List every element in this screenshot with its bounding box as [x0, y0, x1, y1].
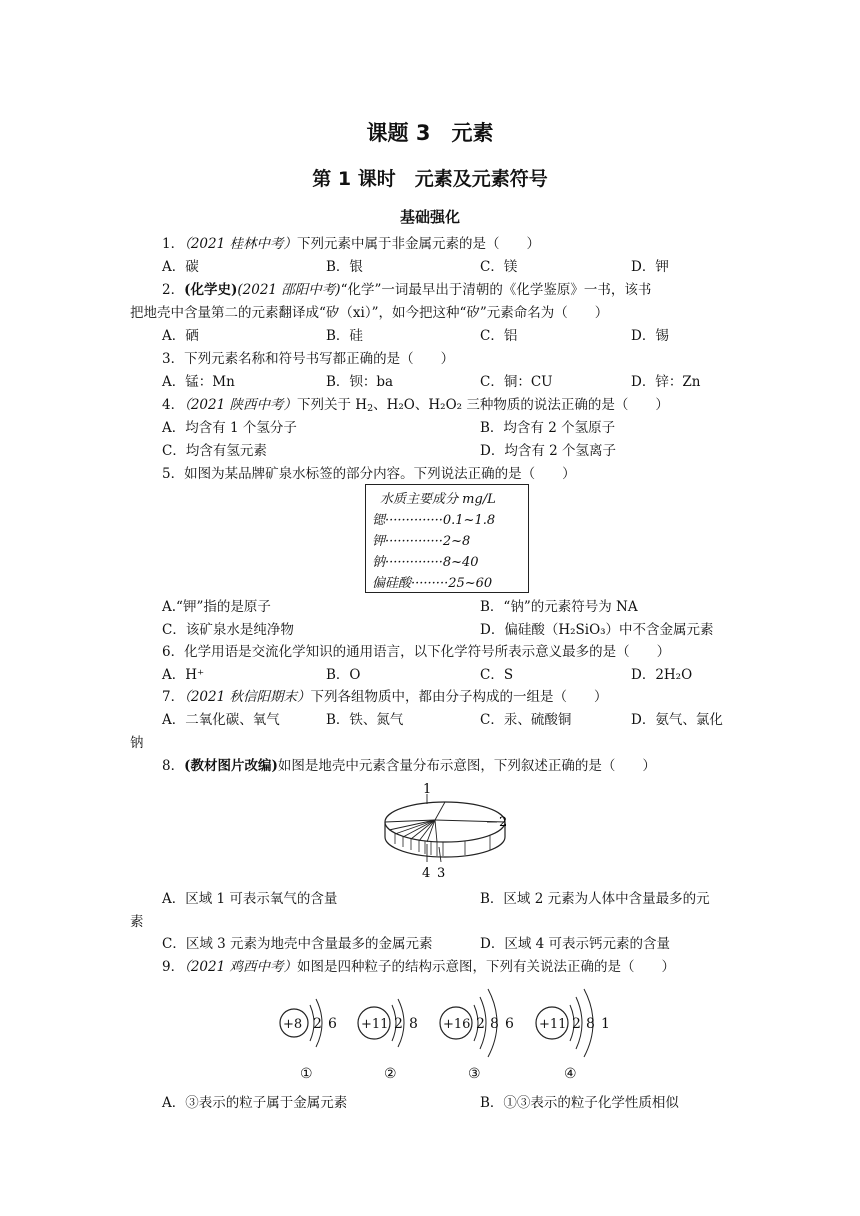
question-2-line2: 把地壳中含量第二的元素翻译成“矽（xi）”，如今把这种“矽”元素命名为（ ） [130, 305, 609, 321]
question-5: 5．如图为某品牌矿泉水标签的部分内容。下列说法正确的是（ ） [162, 466, 576, 482]
q7-option-b[interactable]: B．铁、氮气 [326, 712, 404, 728]
q3-option-a[interactable]: A．锰：Mn [162, 374, 235, 390]
atom-1-label: ① [300, 1066, 313, 1082]
q8-option-d[interactable]: D．区域 4 可表示钙元素的含量 [480, 936, 670, 952]
question-3: 3．下列元素名称和符号书写都正确的是（ ） [162, 351, 455, 367]
q5-option-c[interactable]: C．该矿泉水是纯净物 [162, 622, 294, 638]
q5-option-d[interactable]: D．偏硅酸（H₂SiO₃）中不含金属元素 [480, 622, 714, 638]
q8-option-c[interactable]: C．区域 3 元素为地壳中含量最多的金属元素 [162, 936, 433, 952]
q9-option-a[interactable]: A．③表示的粒子属于金属元素 [162, 1095, 348, 1111]
svg-text:+8: +8 [283, 1017, 303, 1032]
atom-4 [536, 989, 610, 1082]
pie-label-4: 4 [422, 866, 431, 881]
svg-text:6: 6 [328, 1016, 337, 1032]
q4-option-d[interactable]: D．均含有 2 个氢离子 [480, 443, 616, 459]
section-title: 基础强化 [399, 208, 460, 226]
q5-option-a[interactable]: A.“钾”指的是原子 [162, 599, 271, 615]
svg-text:1: 1 [601, 1016, 610, 1032]
q1-option-b[interactable]: B．银 [326, 259, 363, 275]
atom-1 [280, 999, 337, 1082]
q1-option-d[interactable]: D．钾 [631, 259, 669, 275]
q4-option-b[interactable]: B．均含有 2 个氢原子 [480, 420, 616, 436]
water-label-row: 钠··············8~40 [372, 555, 479, 570]
question-8: 8．(教材图片改编)如图是地壳中元素含量分布示意图，下列叙述正确的是（ ） [162, 758, 656, 774]
crust-pie-figure [375, 782, 515, 882]
q9-option-b[interactable]: B．①③表示的粒子化学性质相似 [480, 1095, 679, 1111]
question-9: 9．（2021 鸡西中考）如图是四种粒子的结构示意图，下列有关说法正确的是（ ） [162, 959, 675, 975]
svg-text:2: 2 [572, 1016, 581, 1032]
pie-label-2: 2 [499, 815, 508, 830]
page-title: 课题 3 元素 [366, 121, 494, 145]
q6-option-d[interactable]: D．2H₂O [631, 667, 693, 683]
q3-option-c[interactable]: C．铜：CU [480, 374, 553, 390]
q8-option-b[interactable]: B．区域 2 元素为人体中含量最多的元 [480, 891, 710, 907]
q1-option-c[interactable]: C．镁 [480, 259, 518, 275]
svg-text:6: 6 [505, 1016, 514, 1032]
svg-text:2: 2 [476, 1016, 485, 1032]
atom-3 [440, 989, 514, 1082]
water-label-header: 水质主要成分 mg/L [380, 492, 496, 507]
q7-option-d-wrap: 钠 [130, 735, 144, 751]
q8-option-a[interactable]: A．区域 1 可表示氧气的含量 [162, 891, 338, 907]
atom-2 [358, 999, 418, 1082]
svg-text:+16: +16 [443, 1017, 471, 1032]
q2-option-b[interactable]: B．硅 [326, 328, 363, 344]
water-label-row: 偏硅酸·········25~60 [372, 576, 493, 591]
q6-option-b[interactable]: B．O [326, 667, 361, 683]
q3-option-d[interactable]: D．锌：Zn [631, 374, 701, 390]
q7-option-c[interactable]: C．汞、硫酸铜 [480, 712, 572, 728]
question-2: 2．(化学史)(2021 邵阳中考)“化学”一词最早出于清朝的《化学鉴原》一书，该书 [162, 282, 652, 298]
pie-label-3: 3 [437, 866, 446, 881]
atom-4-label: ④ [564, 1066, 577, 1082]
q4-option-a[interactable]: A．均含有 1 个氢分子 [162, 420, 297, 436]
q2-option-d[interactable]: D．锡 [631, 328, 669, 344]
pie-label-1: 1 [423, 782, 432, 797]
q2-option-c[interactable]: C．铝 [480, 328, 518, 344]
svg-text:+11: +11 [539, 1017, 567, 1032]
lesson-title: 第 1 课时 元素及元素符号 [312, 168, 548, 190]
q2-option-a[interactable]: A．硒 [162, 328, 199, 344]
atom-structure-figure [270, 983, 630, 1083]
question-7: 7．（2021 秋信阳期末）下列各组物质中，都由分子构成的一组是（ ） [162, 689, 608, 705]
svg-text:+11: +11 [361, 1017, 389, 1032]
q4-option-c[interactable]: C．均含有氢元素 [162, 443, 267, 459]
svg-text:8: 8 [409, 1016, 418, 1032]
q7-option-a[interactable]: A．二氧化碳、氧气 [162, 712, 280, 728]
q8-option-b-wrap: 素 [130, 914, 144, 930]
svg-text:8: 8 [490, 1016, 499, 1032]
water-label-row: 钾··············2~8 [372, 534, 471, 549]
svg-text:8: 8 [586, 1016, 595, 1032]
q6-option-a[interactable]: A．H⁺ [162, 667, 205, 683]
q3-option-b[interactable]: B．钡：ba [326, 374, 394, 390]
q6-option-c[interactable]: C．S [480, 667, 514, 683]
q1-option-a[interactable]: A．碳 [162, 259, 199, 275]
question-1: 1．（2021 桂林中考）下列元素中属于非金属元素的是（ ） [162, 236, 540, 252]
question-6: 6．化学用语是交流化学知识的通用语言，以下化学符号所表示意义最多的是（ ） [162, 644, 671, 660]
svg-text:2: 2 [313, 1016, 322, 1032]
question-4: 4．（2021 陕西中考）下列关于 $H_2$、H₂O、H₂O₂ 三种物质的说法正确的是（ ） [162, 397, 669, 414]
q7-option-d[interactable]: D．氨气、氯化 [631, 712, 723, 728]
atom-3-label: ③ [468, 1066, 481, 1082]
water-label-row: 锶··············0.1~1.8 [372, 513, 496, 528]
svg-text:2: 2 [394, 1016, 403, 1032]
q5-option-b[interactable]: B．“钠”的元素符号为 NA [480, 599, 638, 615]
water-label-table [365, 484, 529, 593]
atom-2-label: ② [384, 1066, 397, 1082]
